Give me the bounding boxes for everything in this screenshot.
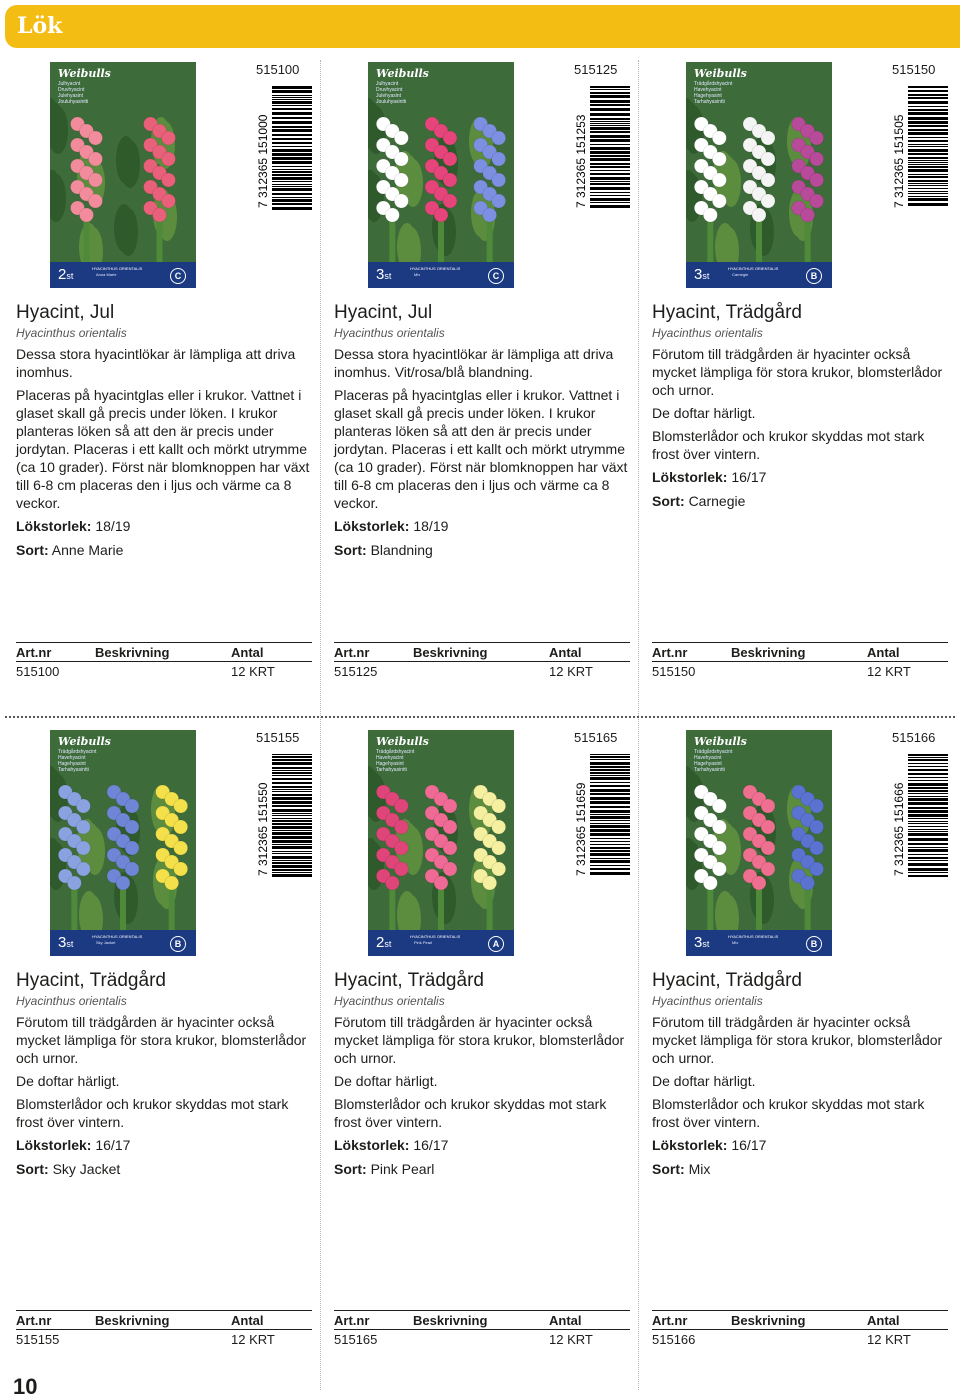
- variety: [16, 541, 316, 559]
- pack-name: Jouluhyasintti: [376, 99, 407, 105]
- bulb-size: [652, 468, 952, 486]
- brand-logo: Weibulls: [694, 67, 747, 80]
- variety-value: Anne Marie: [51, 542, 124, 558]
- bulb-size-label: Lökstorlek:: [334, 1137, 410, 1153]
- pack-grade-badge: B: [806, 936, 822, 952]
- bulb-size: [16, 517, 316, 535]
- pack-name: Druvhyacint: [58, 87, 85, 93]
- pack-sort-name: Mix: [414, 272, 421, 277]
- pack-name: Julehyasint: [58, 93, 84, 99]
- product-description: [334, 345, 634, 565]
- brand-logo: Weibulls: [376, 735, 429, 748]
- article-number: 515166: [892, 730, 936, 745]
- table-row: [16, 662, 312, 680]
- pack-name: Hagehyasint: [694, 93, 722, 99]
- pack-footer: [50, 930, 196, 956]
- order-table-header: [652, 642, 948, 662]
- barcode-number: 7 312365 151666: [892, 782, 906, 876]
- order-quantity: 12 KRT: [549, 664, 593, 679]
- order-quantity: 12 KRT: [867, 1332, 911, 1347]
- pack-name: Havehyacint: [694, 87, 722, 93]
- order-artnr: 515125: [334, 664, 378, 679]
- column-divider: [320, 60, 321, 1390]
- description-paragraph: Placeras på hyacintglas eller i krukor. Vattnet i glaset skall gå precis under löken. I krukor planteras löken så att den är precis under jordytan. Placeras i ett kallt och mörkt utrymme (ca 10 grader). Först när blomknoppen har växt till 6-8 cm placeras den i ljus och värme ca 8 veckor.: [334, 387, 628, 511]
- product-card: [652, 62, 952, 722]
- variety-label: Sort:: [652, 1161, 685, 1177]
- description-header: Beskrivning: [413, 1313, 488, 1328]
- bulb-size-value: 16/17: [731, 469, 767, 485]
- pack-quantity-number: 3: [58, 934, 67, 951]
- pack-name: Havehyacint: [694, 755, 722, 761]
- pack-quantity-unit: st: [66, 271, 74, 281]
- bulb-size-label: Lökstorlek:: [16, 1137, 92, 1153]
- order-table-header: [334, 642, 630, 662]
- description-paragraph: Blomsterlådor och krukor skyddas mot stark frost över vintern.: [652, 428, 925, 462]
- order-quantity: 12 KRT: [231, 664, 275, 679]
- pack-name: Jouluhyasintti: [58, 99, 89, 105]
- pack-name: Hagehyasint: [694, 761, 722, 767]
- pack-latin-name: HYACINTHUS ORIENTALIS: [92, 934, 143, 939]
- variety-label: Sort:: [652, 493, 685, 509]
- pack-name: Hagehyasint: [376, 761, 404, 767]
- variety-value: Sky Jacket: [52, 1161, 121, 1177]
- description-paragraph: Blomsterlådor och krukor skyddas mot stark frost över vintern.: [334, 1096, 607, 1130]
- pack-grade-badge: C: [170, 268, 186, 284]
- barcode: [572, 754, 630, 878]
- quantity-header: Antal: [549, 1313, 582, 1328]
- pack-quantity-number: 2: [376, 934, 385, 951]
- pack-name: Tarhahyasintti: [694, 99, 725, 105]
- bulb-size: [652, 1136, 952, 1154]
- product-description: [652, 345, 952, 516]
- barcode: [254, 86, 312, 210]
- quantity-header: Antal: [231, 645, 264, 660]
- pack-quantity: [694, 266, 709, 283]
- description-paragraph: De doftar härligt.: [652, 1073, 756, 1089]
- brand-logo: Weibulls: [58, 735, 111, 748]
- pack-grade-badge: B: [170, 936, 186, 952]
- variety-label: Sort:: [16, 542, 49, 558]
- pack-name: Hagehyasint: [58, 761, 86, 767]
- pack-common-names: [58, 81, 88, 105]
- pack-name: Julhyacint: [58, 81, 81, 87]
- pack-grade-badge: B: [806, 268, 822, 284]
- order-table-header: [16, 1310, 312, 1330]
- bulb-size: [334, 517, 634, 535]
- pack-footer: [368, 262, 514, 288]
- variety-value: Blandning: [370, 542, 433, 558]
- table-row: [652, 1330, 948, 1348]
- section-header: [5, 5, 960, 48]
- barcode: [890, 86, 948, 210]
- pack-latin-name: HYACINTHUS ORIENTALIS: [410, 934, 461, 939]
- artnr-header: Art.nr: [652, 645, 688, 660]
- order-quantity: 12 KRT: [231, 1332, 275, 1347]
- product-package-image: [368, 62, 514, 288]
- artnr-header: Art.nr: [334, 1313, 370, 1328]
- description-paragraph: Placeras på hyacintglas eller i krukor. Vattnet i glaset skall gå precis under löken. I krukor planteras löken så att den är precis under jordytan. Placeras i ett kallt och mörkt utrymme (ca 10 grader). Först när blomknoppen har växt till 6-8 cm placeras den i ljus och värme ca 8 veckor.: [16, 387, 310, 511]
- pack-name: Trädgårdshyacint: [694, 749, 733, 755]
- order-table: [16, 1310, 312, 1348]
- variety-label: Sort:: [334, 1161, 367, 1177]
- description-paragraph: Blomsterlådor och krukor skyddas mot stark frost över vintern.: [16, 1096, 289, 1130]
- pack-quantity-number: 2: [58, 266, 67, 283]
- pack-footer: [686, 930, 832, 956]
- bulb-size-value: 16/17: [413, 1137, 449, 1153]
- product-card: [334, 730, 634, 1390]
- barcode: [890, 754, 948, 878]
- product-description: [16, 1013, 316, 1184]
- pack-quantity-unit: st: [66, 939, 74, 949]
- product-title: Hyacint, Trädgård: [652, 302, 802, 323]
- pack-common-names: [58, 749, 96, 773]
- pack-common-names: [694, 749, 732, 773]
- quantity-header: Antal: [231, 1313, 264, 1328]
- product-card: [16, 730, 316, 1390]
- pack-latin-name: HYACINTHUS ORIENTALIS: [92, 266, 143, 271]
- pack-footer: [686, 262, 832, 288]
- article-number: 515150: [892, 62, 936, 77]
- product-title: Hyacint, Trädgård: [652, 970, 802, 991]
- pack-name: Tarhahyasintti: [694, 767, 725, 773]
- brand-logo: Weibulls: [694, 735, 747, 748]
- pack-quantity-number: 3: [376, 266, 385, 283]
- product-description: [652, 1013, 952, 1184]
- product-card: [16, 62, 316, 722]
- section-title: Lök: [17, 13, 63, 39]
- product-title: Hyacint, Jul: [334, 302, 433, 323]
- variety: [652, 492, 952, 510]
- pack-name: Julehyasint: [376, 93, 402, 99]
- description-header: Beskrivning: [95, 1313, 170, 1328]
- pack-quantity-unit: st: [702, 939, 710, 949]
- variety-label: Sort:: [334, 542, 367, 558]
- description-paragraph: Blomsterlådor och krukor skyddas mot stark frost över vintern.: [652, 1096, 925, 1130]
- bulb-size-label: Lökstorlek:: [652, 1137, 728, 1153]
- product-title: Hyacint, Trädgård: [16, 970, 166, 991]
- artnr-header: Art.nr: [652, 1313, 688, 1328]
- pack-quantity: [376, 934, 391, 951]
- variety-value: Carnegie: [688, 493, 746, 509]
- pack-name: Trädgårdshyacint: [376, 749, 415, 755]
- order-artnr: 515150: [652, 664, 696, 679]
- product-latin-name: Hyacinthus orientalis: [652, 994, 763, 1008]
- product-package-image: [686, 730, 832, 956]
- order-quantity: 12 KRT: [867, 664, 911, 679]
- pack-latin-name: HYACINTHUS ORIENTALIS: [728, 266, 779, 271]
- description-header: Beskrivning: [731, 645, 806, 660]
- description-paragraph: Förutom till trädgården är hyacinter också mycket lämpliga för stora krukor, blomsterlådor och urnor.: [16, 1014, 307, 1066]
- description-paragraph: Förutom till trädgården är hyacinter också mycket lämpliga för stora krukor, blomsterlådor och urnor.: [652, 1014, 943, 1066]
- barcode-number: 7 312365 151505: [892, 114, 906, 208]
- article-number: 515165: [574, 730, 618, 745]
- brand-logo: Weibulls: [58, 67, 111, 80]
- order-quantity: 12 KRT: [549, 1332, 593, 1347]
- pack-quantity-unit: st: [702, 271, 710, 281]
- pack-name: Druvhyacint: [376, 87, 403, 93]
- product-title: Hyacint, Jul: [16, 302, 115, 323]
- pack-sort-name: Anna Marie: [96, 272, 117, 277]
- pack-name: Havehyacint: [376, 755, 404, 761]
- barcode: [572, 86, 630, 210]
- table-row: [334, 1330, 630, 1348]
- description-paragraph: Dessa stora hyacintlökar är lämpliga att driva inomhus. Vit/rosa/blå blandning.: [334, 346, 614, 380]
- pack-grade-badge: A: [488, 936, 504, 952]
- product-title: Hyacint, Trädgård: [334, 970, 484, 991]
- product-card: [334, 62, 634, 722]
- bulb-size-label: Lökstorlek:: [16, 518, 92, 534]
- bulb-size-value: 16/17: [95, 1137, 131, 1153]
- table-row: [652, 662, 948, 680]
- description-header: Beskrivning: [731, 1313, 806, 1328]
- table-row: [334, 662, 630, 680]
- article-number: 515125: [574, 62, 618, 77]
- pack-name: Havehyacint: [58, 755, 86, 761]
- pack-sort-name: Mix: [732, 940, 739, 945]
- description-header: Beskrivning: [413, 645, 488, 660]
- order-table: [334, 1310, 630, 1348]
- order-table: [652, 642, 948, 680]
- barcode-number: 7 312365 151000: [256, 114, 270, 208]
- product-latin-name: Hyacinthus orientalis: [334, 326, 445, 340]
- pack-quantity-number: 3: [694, 934, 703, 951]
- pack-sort-name: Pink Pearl: [414, 940, 433, 945]
- barcode-number: 7 312365 151659: [574, 782, 588, 876]
- description-paragraph: Förutom till trädgården är hyacinter också mycket lämpliga för stora krukor, blomsterlådor och urnor.: [652, 346, 943, 398]
- bulb-size-value: 18/19: [413, 518, 449, 534]
- pack-name: Tarhahyasintti: [376, 767, 407, 773]
- order-artnr: 515100: [16, 664, 60, 679]
- barcode-number: 7 312365 151253: [574, 114, 588, 208]
- bulb-size-value: 16/17: [731, 1137, 767, 1153]
- order-artnr: 515166: [652, 1332, 696, 1347]
- pack-footer: [368, 930, 514, 956]
- order-table: [652, 1310, 948, 1348]
- order-table-header: [334, 1310, 630, 1330]
- pack-quantity: [694, 934, 709, 951]
- table-row: [16, 1330, 312, 1348]
- brand-logo: Weibulls: [376, 67, 429, 80]
- variety: [16, 1160, 316, 1178]
- order-table: [16, 642, 312, 680]
- quantity-header: Antal: [867, 645, 900, 660]
- pack-common-names: [376, 749, 414, 773]
- variety: [334, 1160, 634, 1178]
- article-number: 515100: [256, 62, 300, 77]
- pack-sort-name: Sky Jacket: [96, 940, 116, 945]
- pack-quantity: [58, 934, 73, 951]
- bulb-size: [16, 1136, 316, 1154]
- order-table-header: [652, 1310, 948, 1330]
- product-latin-name: Hyacinthus orientalis: [16, 994, 127, 1008]
- pack-quantity: [58, 266, 73, 283]
- description-paragraph: Dessa stora hyacintlökar är lämpliga att driva inomhus.: [16, 346, 296, 380]
- bulb-size: [334, 1136, 634, 1154]
- description-paragraph: De doftar härligt.: [334, 1073, 438, 1089]
- description-header: Beskrivning: [95, 645, 170, 660]
- bulb-size-label: Lökstorlek:: [652, 469, 728, 485]
- order-artnr: 515155: [16, 1332, 60, 1347]
- product-latin-name: Hyacinthus orientalis: [652, 326, 763, 340]
- column-divider: [638, 60, 639, 1390]
- pack-latin-name: HYACINTHUS ORIENTALIS: [410, 266, 461, 271]
- product-latin-name: Hyacinthus orientalis: [16, 326, 127, 340]
- pack-name: Tarhahyasintti: [58, 767, 89, 773]
- order-artnr: 515165: [334, 1332, 378, 1347]
- description-paragraph: Förutom till trädgården är hyacinter också mycket lämpliga för stora krukor, blomsterlådor och urnor.: [334, 1014, 625, 1066]
- barcode-number: 7 312365 151550: [256, 782, 270, 876]
- variety-value: Mix: [688, 1161, 711, 1177]
- variety: [652, 1160, 952, 1178]
- pack-quantity-unit: st: [384, 271, 392, 281]
- pack-common-names: [694, 81, 732, 105]
- description-paragraph: De doftar härligt.: [16, 1073, 120, 1089]
- product-package-image: [368, 730, 514, 956]
- article-number: 515155: [256, 730, 300, 745]
- product-description: [334, 1013, 634, 1184]
- pack-grade-badge: C: [488, 268, 504, 284]
- artnr-header: Art.nr: [334, 645, 370, 660]
- pack-quantity-number: 3: [694, 266, 703, 283]
- pack-sort-name: Carnegie: [732, 272, 749, 277]
- pack-quantity: [376, 266, 391, 283]
- description-paragraph: De doftar härligt.: [652, 405, 756, 421]
- pack-quantity-unit: st: [384, 939, 392, 949]
- artnr-header: Art.nr: [16, 645, 52, 660]
- page-number: 10: [13, 1374, 38, 1399]
- variety: [334, 541, 634, 559]
- bulb-size-value: 18/19: [95, 518, 131, 534]
- pack-name: Julhyacint: [376, 81, 399, 87]
- product-package-image: [686, 62, 832, 288]
- pack-latin-name: HYACINTHUS ORIENTALIS: [728, 934, 779, 939]
- pack-common-names: [376, 81, 406, 105]
- pack-name: Trädgårdshyacint: [58, 749, 97, 755]
- artnr-header: Art.nr: [16, 1313, 52, 1328]
- variety-label: Sort:: [16, 1161, 49, 1177]
- product-latin-name: Hyacinthus orientalis: [334, 994, 445, 1008]
- quantity-header: Antal: [867, 1313, 900, 1328]
- quantity-header: Antal: [549, 645, 582, 660]
- bulb-size-label: Lökstorlek:: [334, 518, 410, 534]
- product-package-image: [50, 62, 196, 288]
- product-card: [652, 730, 952, 1390]
- product-description: [16, 345, 316, 565]
- order-table: [334, 642, 630, 680]
- barcode: [254, 754, 312, 878]
- pack-footer: [50, 262, 196, 288]
- pack-name: Trädgårdshyacint: [694, 81, 733, 87]
- order-table-header: [16, 642, 312, 662]
- product-package-image: [50, 730, 196, 956]
- variety-value: Pink Pearl: [370, 1161, 435, 1177]
